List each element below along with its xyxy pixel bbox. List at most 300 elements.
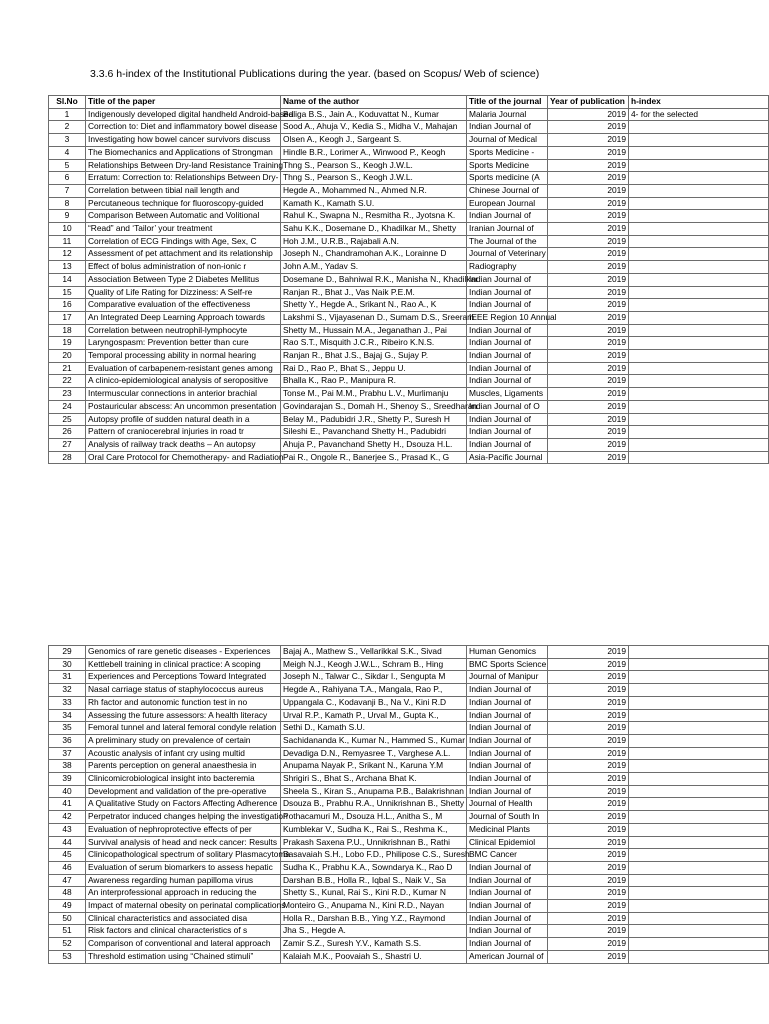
- cell-hindex: [629, 146, 769, 159]
- table-row: [49, 874, 769, 887]
- cell-authors: Ahuja P., Pavanchand Shetty H., Dsouza H.L.: [281, 438, 467, 451]
- cell-journal: Indian Journal of: [467, 900, 548, 913]
- cell-slno: 40: [49, 785, 86, 798]
- table-row: [49, 172, 769, 185]
- cell-journal: Indian Journal of: [467, 286, 548, 299]
- cell-hindex: [629, 900, 769, 913]
- cell-hindex: [629, 197, 769, 210]
- table-row: [49, 400, 769, 413]
- cell-authors: Govindarajan S., Domah H., Shenoy S., Sreedharan: [281, 400, 467, 413]
- cell-year: 2019: [548, 311, 629, 324]
- cell-journal: Indian Journal of: [467, 121, 548, 134]
- cell-year: 2019: [548, 286, 629, 299]
- cell-journal: Indian Journal of: [467, 375, 548, 388]
- cell-journal: Sports Medicine -: [467, 146, 548, 159]
- table-row: [49, 184, 769, 197]
- cell-year: 2019: [548, 172, 629, 185]
- cell-journal: Indian Journal of: [467, 874, 548, 887]
- cell-authors: Kamath K., Kamath S.U.: [281, 197, 467, 210]
- cell-hindex: [629, 375, 769, 388]
- cell-authors: Darshan B.B., Holla R., Iqbal S., Naik V., Sa: [281, 874, 467, 887]
- cell-authors: Hindle B.R., Lorimer A., Winwood P., Keogh: [281, 146, 467, 159]
- cell-slno: 23: [49, 388, 86, 401]
- cell-hindex: [629, 261, 769, 274]
- cell-authors: Urval R.P., Kamath P., Urval M., Gupta K.,: [281, 709, 467, 722]
- cell-year: 2019: [548, 925, 629, 938]
- cell-year: 2019: [548, 337, 629, 350]
- cell-authors: Thng S., Pearson S., Keogh J.W.L.: [281, 172, 467, 185]
- cell-journal: European Journal: [467, 197, 548, 210]
- cell-title: Quality of Life Rating for Dizziness: A Self-re: [86, 286, 281, 299]
- cell-slno: 52: [49, 938, 86, 951]
- cell-authors: Pai R., Ongole R., Banerjee S., Prasad K., G: [281, 451, 467, 464]
- cell-title: Correction to: Diet and inflammatory bowel disease: [86, 121, 281, 134]
- cell-authors: Devadiga D.N., Remyasree T., Varghese A.L.: [281, 747, 467, 760]
- cell-authors: Baliga B.S., Jain A., Koduvattat N., Kumar: [281, 108, 467, 121]
- cell-journal: Indian Journal of: [467, 273, 548, 286]
- cell-title: The Biomechanics and Applications of Strongman: [86, 146, 281, 159]
- table-row: [49, 286, 769, 299]
- cell-slno: 39: [49, 773, 86, 786]
- cell-journal: Indian Journal of: [467, 747, 548, 760]
- cell-journal: Indian Journal of: [467, 337, 548, 350]
- cell-authors: Jha S., Hegde A.: [281, 925, 467, 938]
- hindex-note: 4- for the selected: [629, 108, 769, 121]
- cell-authors: Uppangala C., Kodavanji B., Na V., Kini R.D: [281, 696, 467, 709]
- cell-journal: Indian Journal of: [467, 350, 548, 363]
- cell-hindex: [629, 223, 769, 236]
- table-row: [49, 426, 769, 439]
- cell-title: Evaluation of serum biomarkers to assess hepatic: [86, 861, 281, 874]
- cell-slno: 46: [49, 861, 86, 874]
- cell-slno: 19: [49, 337, 86, 350]
- cell-title: Percutaneous technique for fluoroscopy-guided: [86, 197, 281, 210]
- cell-hindex: [629, 773, 769, 786]
- cell-slno: 12: [49, 248, 86, 261]
- cell-slno: 16: [49, 299, 86, 312]
- cell-hindex: [629, 760, 769, 773]
- cell-authors: Prakash Saxena P.U., Unnikrishnan B., Rathi: [281, 836, 467, 849]
- cell-hindex: [629, 798, 769, 811]
- cell-title: Perpetrator induced changes helping the investigation: [86, 811, 281, 824]
- cell-slno: 45: [49, 849, 86, 862]
- cell-year: 2019: [548, 722, 629, 735]
- cell-authors: Kalaiah M.K., Poovaiah S., Shastri U.: [281, 950, 467, 963]
- cell-hindex: [629, 324, 769, 337]
- cell-hindex: [629, 362, 769, 375]
- cell-hindex: [629, 337, 769, 350]
- table-row: [49, 684, 769, 697]
- table-row: [49, 438, 769, 451]
- cell-journal: Indian Journal of O: [467, 400, 548, 413]
- table-row: [49, 722, 769, 735]
- cell-hindex: [629, 299, 769, 312]
- cell-title: Laryngospasm: Prevention better than cure: [86, 337, 281, 350]
- publications-table-bottom: [48, 645, 769, 964]
- cell-journal: Indian Journal of: [467, 696, 548, 709]
- cell-title: Investigating how bowel cancer survivors discuss: [86, 134, 281, 147]
- cell-title: Association Between Type 2 Diabetes Mellitus: [86, 273, 281, 286]
- table-row: [49, 273, 769, 286]
- cell-journal: Indian Journal of: [467, 413, 548, 426]
- cell-slno: 48: [49, 887, 86, 900]
- cell-journal: Indian Journal of: [467, 324, 548, 337]
- cell-hindex: [629, 184, 769, 197]
- cell-hindex: [629, 671, 769, 684]
- col-header-hindex: h-index: [629, 96, 769, 109]
- cell-hindex: [629, 950, 769, 963]
- cell-hindex: [629, 836, 769, 849]
- cell-slno: 44: [49, 836, 86, 849]
- cell-slno: 27: [49, 438, 86, 451]
- cell-hindex: [629, 684, 769, 697]
- cell-hindex: [629, 350, 769, 363]
- cell-journal: Journal of South In: [467, 811, 548, 824]
- cell-slno: 35: [49, 722, 86, 735]
- cell-year: 2019: [548, 273, 629, 286]
- cell-slno: 30: [49, 658, 86, 671]
- table-row: [49, 121, 769, 134]
- table-row: [49, 823, 769, 836]
- cell-slno: 29: [49, 646, 86, 659]
- cell-title: Assessing the future assessors: A health literacy: [86, 709, 281, 722]
- cell-journal: Indian Journal of: [467, 760, 548, 773]
- cell-slno: 4: [49, 146, 86, 159]
- cell-year: 2019: [548, 261, 629, 274]
- cell-journal: IEEE Region 10 Annual: [467, 311, 548, 324]
- table-row: [49, 646, 769, 659]
- cell-journal: Indian Journal of: [467, 362, 548, 375]
- cell-year: 2019: [548, 646, 629, 659]
- table-row: [49, 210, 769, 223]
- cell-authors: Kumblekar V., Sudha K., Rai S., Reshma K.,: [281, 823, 467, 836]
- cell-journal: Clinical Epidemiol: [467, 836, 548, 849]
- cell-title: Erratum: Correction to: Relationships Between Dry-: [86, 172, 281, 185]
- cell-slno: 38: [49, 760, 86, 773]
- cell-slno: 9: [49, 210, 86, 223]
- cell-year: 2019: [548, 146, 629, 159]
- table-row: [49, 671, 769, 684]
- cell-slno: 13: [49, 261, 86, 274]
- table-row: [49, 223, 769, 236]
- cell-year: 2019: [548, 350, 629, 363]
- cell-year: 2019: [548, 900, 629, 913]
- cell-authors: Hegde A., Rahiyana T.A., Mangala, Rao P.,: [281, 684, 467, 697]
- cell-authors: Monteiro G., Anupama N., Kini R.D., Nayan: [281, 900, 467, 913]
- cell-hindex: [629, 747, 769, 760]
- table-row: [49, 350, 769, 363]
- cell-hindex: [629, 248, 769, 261]
- table-row: [49, 311, 769, 324]
- cell-year: 2019: [548, 362, 629, 375]
- cell-authors: Ranjan R., Bhat J.S., Bajaj G., Sujay P.: [281, 350, 467, 363]
- cell-authors: Rao S.T., Misquith J.C.R., Ribeiro K.N.S.: [281, 337, 467, 350]
- cell-slno: 41: [49, 798, 86, 811]
- cell-year: 2019: [548, 950, 629, 963]
- cell-year: 2019: [548, 798, 629, 811]
- cell-title: Comparative evaluation of the effectiveness: [86, 299, 281, 312]
- cell-slno: 20: [49, 350, 86, 363]
- cell-year: 2019: [548, 849, 629, 862]
- cell-year: 2019: [548, 121, 629, 134]
- table-row: [49, 849, 769, 862]
- table-row: [49, 248, 769, 261]
- cell-journal: BMC Cancer: [467, 849, 548, 862]
- cell-hindex: [629, 912, 769, 925]
- cell-hindex: [629, 658, 769, 671]
- header-row: [49, 96, 769, 109]
- cell-slno: 53: [49, 950, 86, 963]
- cell-authors: Hoh J.M., U.R.B., Rajabali A.N.: [281, 235, 467, 248]
- cell-title: Femoral tunnel and lateral femoral condyle relation: [86, 722, 281, 735]
- cell-title: Rh factor and autonomic function test in no: [86, 696, 281, 709]
- table-row: [49, 785, 769, 798]
- cell-slno: 17: [49, 311, 86, 324]
- cell-journal: Indian Journal of: [467, 938, 548, 951]
- table-row: [49, 709, 769, 722]
- cell-authors: Ranjan R., Bhat J., Vas Naik P.E.M.: [281, 286, 467, 299]
- cell-title: An interprofessional approach in reducing the: [86, 887, 281, 900]
- cell-title: Assessment of pet attachment and its relationship: [86, 248, 281, 261]
- cell-hindex: [629, 874, 769, 887]
- cell-slno: 26: [49, 426, 86, 439]
- cell-year: 2019: [548, 912, 629, 925]
- cell-year: 2019: [548, 159, 629, 172]
- cell-title: Clinicomicrobiological insight into bacteremia: [86, 773, 281, 786]
- cell-title: Correlation between tibial nail length and: [86, 184, 281, 197]
- cell-slno: 50: [49, 912, 86, 925]
- table-row: [49, 146, 769, 159]
- table-row: [49, 747, 769, 760]
- table-row: [49, 734, 769, 747]
- cell-journal: Indian Journal of: [467, 438, 548, 451]
- cell-slno: 7: [49, 184, 86, 197]
- cell-year: 2019: [548, 299, 629, 312]
- cell-year: 2019: [548, 400, 629, 413]
- cell-year: 2019: [548, 684, 629, 697]
- cell-title: Pattern of craniocerebral injuries in road tr: [86, 426, 281, 439]
- cell-hindex: [629, 887, 769, 900]
- cell-slno: 21: [49, 362, 86, 375]
- cell-journal: Indian Journal of: [467, 861, 548, 874]
- cell-hindex: [629, 159, 769, 172]
- table-row: [49, 388, 769, 401]
- cell-slno: 18: [49, 324, 86, 337]
- table-row: [49, 798, 769, 811]
- cell-year: 2019: [548, 375, 629, 388]
- cell-slno: 6: [49, 172, 86, 185]
- cell-title: Experiences and Perceptions Toward Integrated: [86, 671, 281, 684]
- cell-hindex: [629, 646, 769, 659]
- cell-title: “Read” and ‘Tailor’ your treatment: [86, 223, 281, 236]
- cell-year: 2019: [548, 773, 629, 786]
- cell-hindex: [629, 172, 769, 185]
- cell-authors: Basavaiah S.H., Lobo F.D., Philipose C.S., Suresh: [281, 849, 467, 862]
- cell-slno: 36: [49, 734, 86, 747]
- cell-year: 2019: [548, 248, 629, 261]
- cell-year: 2019: [548, 451, 629, 464]
- table-row: [49, 861, 769, 874]
- cell-hindex: [629, 849, 769, 862]
- table-row: [49, 324, 769, 337]
- cell-journal: American Journal of: [467, 950, 548, 963]
- cell-authors: Shetty M., Hussain M.A., Jeganathan J., Pai: [281, 324, 467, 337]
- cell-title: Parents perception on general anaesthesia in: [86, 760, 281, 773]
- cell-hindex: [629, 134, 769, 147]
- cell-authors: Belay M., Padubidri J.R., Shetty P., Suresh H: [281, 413, 467, 426]
- table-row: [49, 658, 769, 671]
- table-row: [49, 261, 769, 274]
- cell-authors: Sethi D., Kamath S.U.: [281, 722, 467, 735]
- cell-slno: 51: [49, 925, 86, 938]
- cell-slno: 31: [49, 671, 86, 684]
- cell-authors: Shrigiri S., Bhat S., Archana Bhat K.: [281, 773, 467, 786]
- cell-journal: Indian Journal of: [467, 210, 548, 223]
- cell-journal: Human Genomics: [467, 646, 548, 659]
- table-row: [49, 337, 769, 350]
- cell-journal: Sports medicine (A: [467, 172, 548, 185]
- col-header-slno: Sl.No: [49, 96, 86, 109]
- cell-title: Temporal processing ability in normal hearing: [86, 350, 281, 363]
- col-header-authors: Name of the author: [281, 96, 467, 109]
- cell-title: Indigenously developed digital handheld Android-based: [86, 108, 281, 121]
- cell-title: A clinico-epidemiological analysis of seropositive: [86, 375, 281, 388]
- cell-title: Nasal carriage status of staphylococcus aureus: [86, 684, 281, 697]
- cell-authors: Lakshmi S., Vijayasenan D., Sumam D.S., Sreeram: [281, 311, 467, 324]
- cell-authors: Sachidananda K., Kumar N., Hammed S., Kumar: [281, 734, 467, 747]
- cell-hindex: [629, 210, 769, 223]
- cell-journal: Chinese Journal of: [467, 184, 548, 197]
- cell-authors: Anupama Nayak P., Srikant N., Karuna Y.M: [281, 760, 467, 773]
- table-row: [49, 925, 769, 938]
- table-row: [49, 811, 769, 824]
- cell-journal: Indian Journal of: [467, 773, 548, 786]
- table-row: [49, 375, 769, 388]
- cell-slno: 14: [49, 273, 86, 286]
- cell-title: A Qualitative Study on Factors Affecting Adherence: [86, 798, 281, 811]
- cell-hindex: [629, 451, 769, 464]
- cell-slno: 5: [49, 159, 86, 172]
- cell-journal: Indian Journal of: [467, 722, 548, 735]
- cell-year: 2019: [548, 696, 629, 709]
- cell-hindex: [629, 925, 769, 938]
- cell-hindex: [629, 235, 769, 248]
- table-row: [49, 887, 769, 900]
- cell-title: Threshold estimation using “Chained stimuli”: [86, 950, 281, 963]
- cell-slno: 42: [49, 811, 86, 824]
- cell-hindex: [629, 438, 769, 451]
- cell-slno: 34: [49, 709, 86, 722]
- cell-journal: Malaria Journal: [467, 108, 548, 121]
- cell-slno: 11: [49, 235, 86, 248]
- cell-journal: Iranian Journal of: [467, 223, 548, 236]
- cell-year: 2019: [548, 324, 629, 337]
- cell-year: 2019: [548, 836, 629, 849]
- cell-authors: Sood A., Ahuja V., Kedia S., Midha V., Mahajan: [281, 121, 467, 134]
- table-row: [49, 900, 769, 913]
- cell-title: Oral Care Protocol for Chemotherapy- and Radiation: [86, 451, 281, 464]
- table-row: [49, 912, 769, 925]
- cell-authors: Shetty Y., Hegde A., Srikant N., Rao A., K: [281, 299, 467, 312]
- cell-journal: Indian Journal of: [467, 734, 548, 747]
- cell-journal: Journal of Manipur: [467, 671, 548, 684]
- cell-authors: John A.M., Yadav S.: [281, 261, 467, 274]
- cell-slno: 47: [49, 874, 86, 887]
- cell-title: Postauricular abscess: An uncommon presentation: [86, 400, 281, 413]
- cell-title: Comparison Between Automatic and Volitional: [86, 210, 281, 223]
- cell-title: Comparison of conventional and lateral approach: [86, 938, 281, 951]
- cell-title: Genomics of rare genetic diseases - Experiences: [86, 646, 281, 659]
- cell-journal: The Journal of the: [467, 235, 548, 248]
- cell-title: Evaluation of nephroprotective effects of per: [86, 823, 281, 836]
- cell-year: 2019: [548, 658, 629, 671]
- cell-year: 2019: [548, 426, 629, 439]
- cell-hindex: [629, 785, 769, 798]
- cell-authors: Dosemane D., Bahniwal R.K., Manisha N., Khadilkar: [281, 273, 467, 286]
- cell-journal: Indian Journal of: [467, 684, 548, 697]
- cell-hindex: [629, 121, 769, 134]
- cell-hindex: [629, 722, 769, 735]
- cell-slno: 10: [49, 223, 86, 236]
- cell-title: Kettlebell training in clinical practice: A scoping: [86, 658, 281, 671]
- cell-authors: Sahu K.K., Dosemane D., Khadilkar M., Shetty: [281, 223, 467, 236]
- cell-year: 2019: [548, 874, 629, 887]
- cell-hindex: [629, 413, 769, 426]
- cell-authors: Holla R., Darshan B.B., Ying Y.Z., Raymond: [281, 912, 467, 925]
- cell-hindex: [629, 696, 769, 709]
- cell-authors: Sileshi E., Pavanchand Shetty H., Padubidri: [281, 426, 467, 439]
- cell-journal: Journal of Medical: [467, 134, 548, 147]
- cell-authors: Bhalla K., Rao P., Manipura R.: [281, 375, 467, 388]
- table-row: [49, 108, 769, 121]
- cell-authors: Meigh N.J., Keogh J.W.L., Schram B., Hing: [281, 658, 467, 671]
- cell-hindex: [629, 426, 769, 439]
- cell-slno: 2: [49, 121, 86, 134]
- cell-slno: 3: [49, 134, 86, 147]
- cell-journal: Indian Journal of: [467, 709, 548, 722]
- cell-year: 2019: [548, 811, 629, 824]
- cell-authors: Dsouza B., Prabhu R.A., Unnikrishnan B., Shetty: [281, 798, 467, 811]
- cell-year: 2019: [548, 108, 629, 121]
- cell-authors: Shetty S., Kunal, Rai S., Kini R.D., Kumar N: [281, 887, 467, 900]
- cell-authors: Joseph N., Talwar C., Sikdar I., Sengupta M: [281, 671, 467, 684]
- cell-title: Analysis of railway track deaths – An autopsy: [86, 438, 281, 451]
- table-row: [49, 451, 769, 464]
- cell-title: Impact of maternal obesity on perinatal complications: [86, 900, 281, 913]
- cell-title: Intermuscular connections in anterior brachial: [86, 388, 281, 401]
- cell-authors: Thng S., Pearson S., Keogh J.W.L.: [281, 159, 467, 172]
- cell-slno: 15: [49, 286, 86, 299]
- table-row: [49, 134, 769, 147]
- cell-journal: Indian Journal of: [467, 887, 548, 900]
- cell-journal: Indian Journal of: [467, 299, 548, 312]
- cell-authors: Bajaj A., Mathew S., Vellarikkal S.K., Sivad: [281, 646, 467, 659]
- cell-year: 2019: [548, 938, 629, 951]
- cell-slno: 8: [49, 197, 86, 210]
- cell-journal: Radiography: [467, 261, 548, 274]
- cell-title: Evaluation of carbapenem-resistant genes among: [86, 362, 281, 375]
- cell-slno: 25: [49, 413, 86, 426]
- cell-journal: BMC Sports Science: [467, 658, 548, 671]
- cell-journal: Indian Journal of: [467, 426, 548, 439]
- cell-journal: Asia-Pacific Journal: [467, 451, 548, 464]
- cell-year: 2019: [548, 388, 629, 401]
- publications-table-top: [48, 95, 769, 464]
- cell-authors: Hegde A., Mohammed N., Ahmed N.R.: [281, 184, 467, 197]
- cell-year: 2019: [548, 734, 629, 747]
- cell-title: Effect of bolus administration of non-ionic r: [86, 261, 281, 274]
- table-row: [49, 760, 769, 773]
